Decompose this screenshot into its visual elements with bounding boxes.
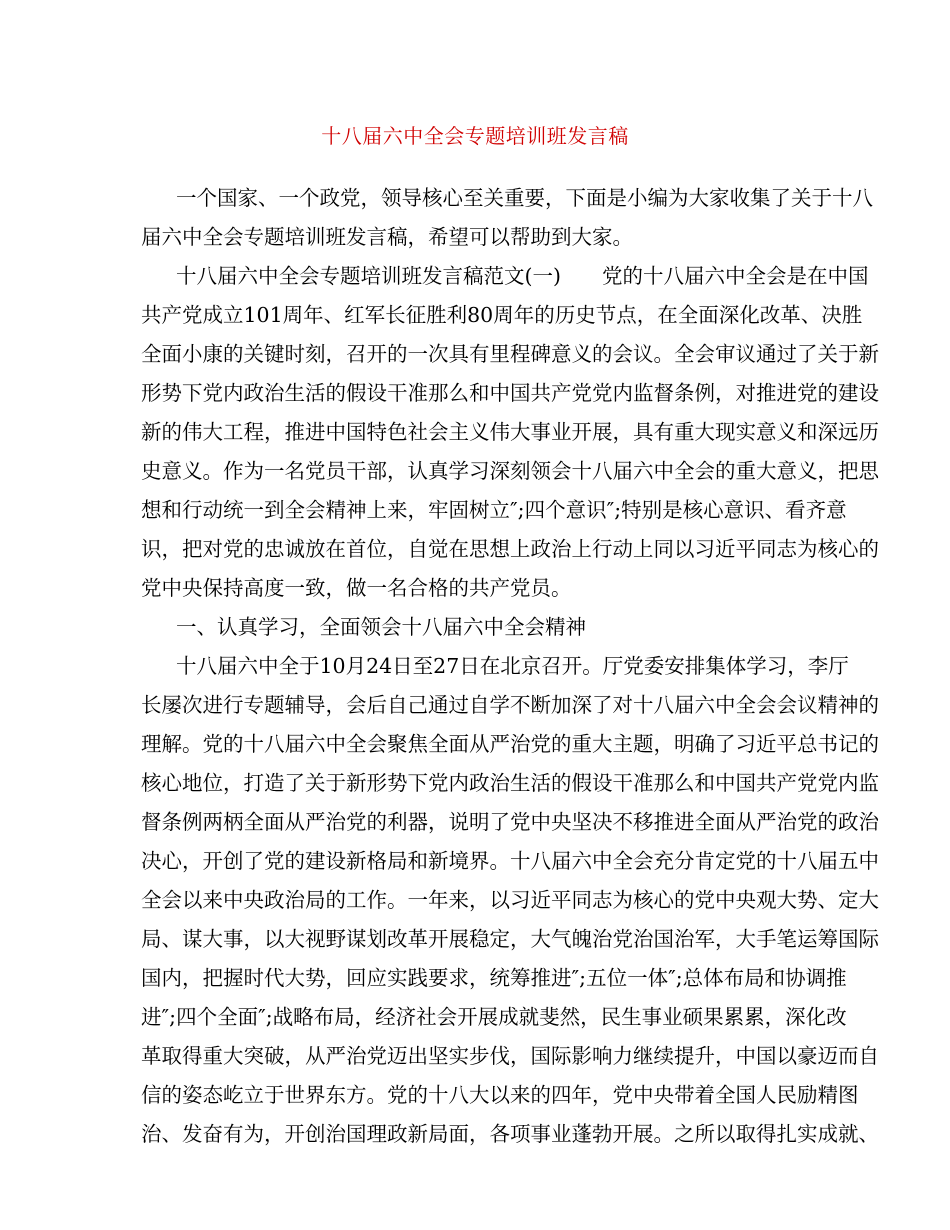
- text-line: 十八届六中全会专题培训班发言稿范文(一) 党的十八届六中全会是在中国: [176, 264, 869, 288]
- text-line: 一个国家、一个政党，领导核心至关重要，下面是小编为大家收集了关于十八: [176, 186, 873, 210]
- text-line: 理解。党的十八届六中全会聚焦全面从严治党的重大主题，明确了习近平总书记的: [141, 732, 879, 756]
- text-line: 十八届六中全于10月24日至27日在北京召开。厅党委安排集体学习，李厅: [176, 654, 849, 678]
- text-line: 形势下党内政治生活的假设干准那么和中国共产党党内监督条例，对推进党的建设: [141, 381, 879, 405]
- text-line: 党中央保持高度一致，做一名合格的共产党员。: [141, 576, 572, 600]
- text-line: 全面小康的关键时刻，召开的一次具有里程碑意义的会议。全会审议通过了关于新: [141, 342, 879, 366]
- text-line: 长屡次进行专题辅导，会后自己通过自学不断加深了对十八届六中全会会议精神的: [141, 693, 879, 717]
- section-heading: 一、认真学习，全面领会十八届六中全会精神: [176, 615, 586, 639]
- text-line: 届六中全会专题培训班发言稿，希望可以帮助到大家。: [141, 225, 633, 249]
- text-line: 核心地位，打造了关于新形势下党内政治生活的假设干准那么和中国共产党党内监: [141, 771, 879, 795]
- document-body: [141, 182, 879, 1157]
- text-line: 想和行动统一到全会精神上来，牢固树立″;四个意识″;特别是核心意识、看齐意: [141, 498, 847, 522]
- text-line: 决心，开创了党的建设新格局和新境界。十八届六中全会充分肯定党的十八届五中: [141, 849, 879, 873]
- document-title: 十八届六中全会专题培训班发言稿: [321, 124, 629, 148]
- text-line: 局、谋大事，以大视野谋划改革开展稳定，大气魄治党治国治军，大手笔运筹国际: [141, 927, 879, 951]
- text-line: 督条例两柄全面从严治党的利器，说明了党中央坚决不移推进全面从严治党的政治: [141, 810, 879, 834]
- text-line: 信的姿态屹立于世界东方。党的十八大以来的四年，党中央带着全国人民励精图: [141, 1083, 859, 1107]
- text-line: 革取得重大突破，从严治党迈出坚实步伐，国际影响力继续提升，中国以豪迈而自: [141, 1044, 879, 1068]
- text-line: 进″;四个全面″;战略布局，经济社会开展成就斐然，民生事业硕果累累，深化改: [141, 1005, 847, 1029]
- text-line: 识，把对党的忠诚放在首位，自觉在思想上政治上行动上同以习近平同志为核心的: [141, 537, 879, 561]
- text-line: 国内，把握时代大势，回应实践要求，统筹推进″;五位一体″;总体布局和协调推: [141, 966, 847, 990]
- text-line: 史意义。作为一名党员干部，认真学习深刻领会十八届六中全会的重大意义，把思: [141, 459, 879, 483]
- text-line: 治、发奋有为，开创治国理政新局面，各项事业蓬勃开展。之所以取得扎实成就、: [141, 1122, 879, 1146]
- text-line: 共产党成立101周年、红军长征胜利80周年的历史节点，在全面深化改革、决胜: [141, 303, 863, 327]
- text-line: 全会以来中央政治局的工作。一年来，以习近平同志为核心的党中央观大势、定大: [141, 888, 879, 912]
- text-line: 新的伟大工程，推进中国特色社会主义伟大事业开展，具有重大现实意义和深远历: [141, 420, 879, 444]
